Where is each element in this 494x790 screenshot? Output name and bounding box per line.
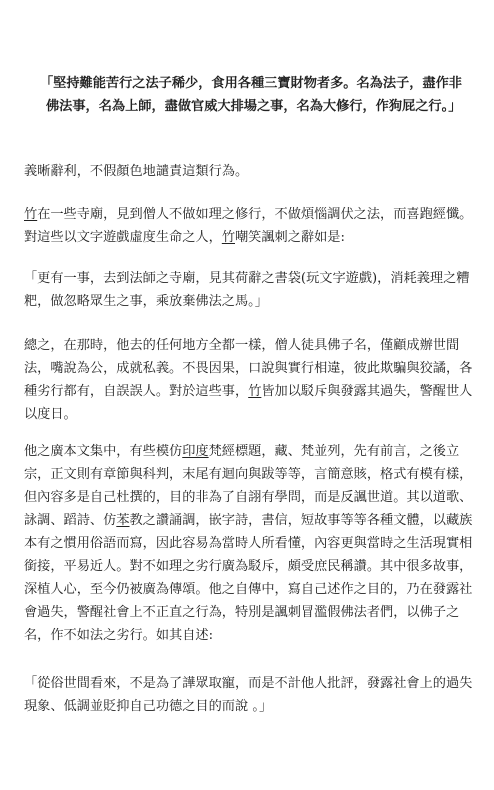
paragraph-1: 義晰辭利，不假顏色地譴責這類行為。 xyxy=(24,164,249,179)
paragraph-5-text-b: 梵經標題，藏、梵並列，先有前言，之後立宗，正文則有章節與科判，末尾有迴向與跋等等，言簡意賅，格式有模有樣，但內容多是自己杜撰的，目的非為了自詡有學問，而是反諷世道。其以道歌、詠調、蹈詩、仿 xyxy=(24,444,473,528)
underlined-term-india: 印度 xyxy=(182,444,209,459)
paragraph-4-text-b: 皆加以駁斥與發露其過失，警醒世人以度日。 xyxy=(24,384,473,422)
paragraph-4-text-a: 總之，在那時，他去的任何地方全都一樣，僧人徒具佛子名，僅顧成辦世間法，嘴說為公，成就私義。不畏因果，口說與實行相違，彼此欺騙與狡譎，各種劣行都有，自誤誤人。對於這些事， xyxy=(24,338,473,399)
paragraph-2-text-a: 在一些寺廟，見到僧人不做如理之修行，不做煩惱調伏之法，而喜跑經懺。對這些以文字遊戲虛度生命之人， xyxy=(24,207,473,245)
paragraph-4 xyxy=(24,334,474,426)
paragraph-5-text-c: 教之讚誦調，嵌字詩，書信，短故事等等各種文體，以藏族本有之慣用俗語而寫，因此容易為當時人所看懂，內容更與當時之生活現實相銜接，平易近人。對不如理之劣行廣為駁斥，頗受庶民稱讚。其中很多故事，深植人心，至今仍被廣為傳頌。他之自傳中，寫自己述作之目的，乃在發露社會過失，警醒社會上不正直之行為，特別是諷刺冒濫假佛法者們，以佛子之名，作不如法之劣行。如其自述: xyxy=(24,513,473,643)
underlined-name: 竹 xyxy=(221,230,235,245)
underlined-name: 竹 xyxy=(24,207,38,222)
paragraph-2-text-b: 嘲笑諷刺之辭如是: xyxy=(235,230,345,245)
underlined-term-bon: 苯 xyxy=(116,513,130,528)
paragraph-5-text-a: 他之廣本文集中，有些模仿 xyxy=(24,444,183,459)
paragraph-5 xyxy=(24,440,474,647)
quote-3: 「從俗世間看來，不是為了譁眾取寵，而是不計他人批評，發露社會上的過失現象、低調並貶抑自己功德之目的而說 。」 xyxy=(24,676,473,714)
bold-quote: 「堅持難能苦行之法子稀少，食用各種三寶財物者多。名為法子，盡作非佛法事，名為上師，盡做官威大排場之事，名為大修行，作狗屁之行。」 xyxy=(40,76,462,114)
underlined-name: 竹 xyxy=(248,384,262,399)
paragraph-2 xyxy=(24,203,474,249)
quote-2: 「更有一事，去到法師之寺廟，見其荷辭之書袋(玩文字遊戲)，消耗義理之糟粑，做忽略眾生之事，乘放棄佛法之馬。」 xyxy=(24,271,470,309)
